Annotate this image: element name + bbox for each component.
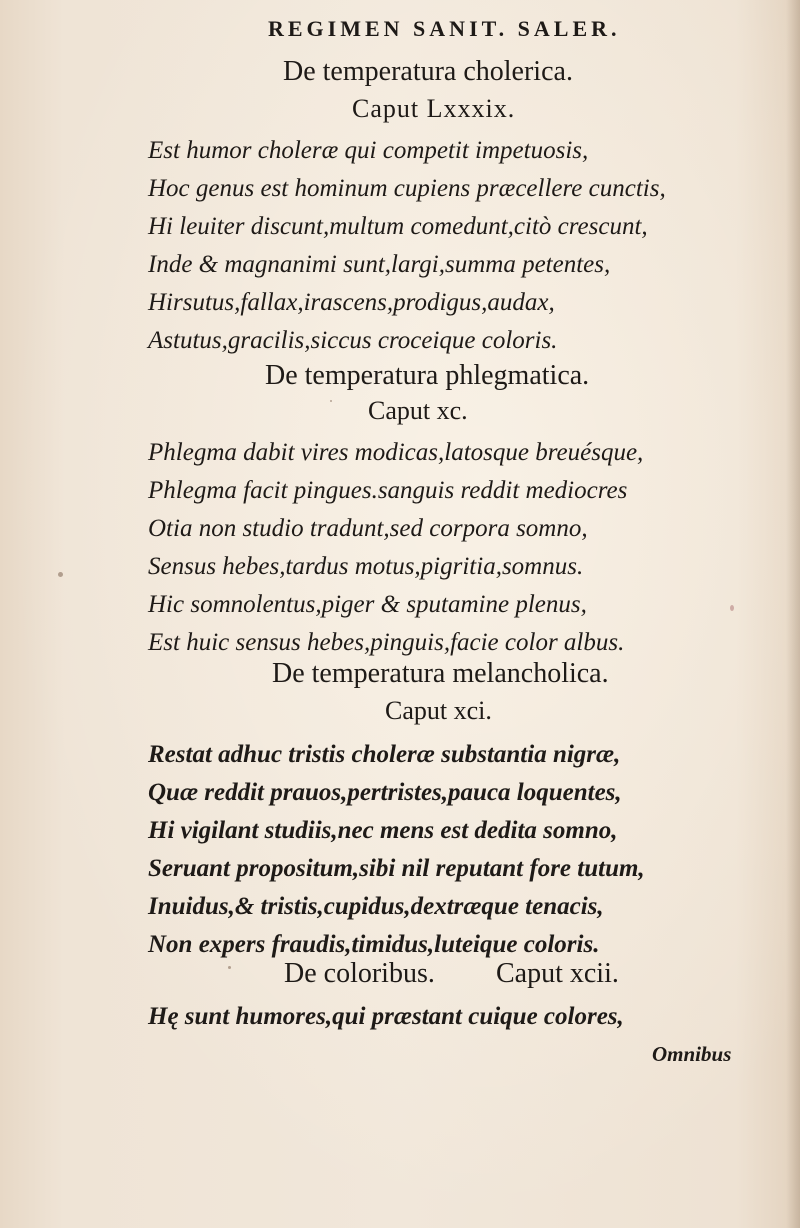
paper-speck	[58, 572, 63, 577]
verse-line: Hi leuiter discunt,multum comedunt,citò crescunt,	[148, 213, 648, 240]
verse-line: Inuidus,& tristis,cupidus,dextræque tenacis,	[148, 893, 604, 920]
verse-line: Non expers fraudis,timidus,luteique coloris.	[148, 931, 600, 958]
verse-line: Hoc genus est hominum cupiens præcellere cunctis,	[148, 175, 666, 202]
section-title-melancholica: De temperatura melancholica.	[272, 658, 609, 689]
caput-heading-xci: Caput xci.	[385, 696, 492, 725]
section-title-coloribus: De coloribus.	[284, 958, 435, 989]
verse-line: Inde & magnanimi sunt,largi,summa petentes,	[148, 251, 611, 278]
verse-line: Hi vigilant studiis,nec mens est dedita somno,	[148, 817, 618, 844]
caput-heading-xc: Caput xc.	[368, 396, 468, 425]
verse-line: Hirsutus,fallax,irascens,prodigus,audax,	[148, 289, 555, 316]
verse-line: Sensus hebes,tardus motus,pigritia,somnus.	[148, 553, 584, 580]
verse-line: Restat adhuc tristis choleræ substantia nigræ,	[148, 741, 621, 768]
verse-line: Quæ reddit prauos,pertristes,pauca loquentes,	[148, 779, 622, 806]
running-head: REGIMEN SANIT. SALER.	[268, 16, 621, 41]
verse-line: Hę sunt humores,qui præstant cuique colores,	[148, 1003, 624, 1030]
section-title-phlegmatica: De temperatura phlegmatica.	[265, 360, 590, 391]
caput-heading-lxxxix: Caput Lxxxix.	[352, 94, 516, 123]
paper-speck	[330, 400, 332, 402]
paper-speck	[730, 605, 734, 611]
verse-line: Seruant propositum,sibi nil reputant fore tutum,	[148, 855, 645, 882]
caput-heading-xcii: Caput xcii.	[496, 958, 619, 989]
verse-line: Phlegma facit pingues.sanguis reddit mediocres	[148, 477, 628, 504]
verse-line: Est humor choleræ qui competit impetuosis,	[148, 137, 589, 164]
verse-line: Otia non studio tradunt,sed corpora somno,	[148, 515, 588, 542]
section-title-cholerica: De temperatura cholerica.	[283, 56, 573, 87]
verse-line: Est huic sensus hebes,pinguis,facie color albus.	[148, 629, 625, 656]
paper-speck	[228, 966, 231, 969]
verse-line: Hic somnolentus,piger & sputamine plenus,	[148, 591, 587, 618]
catchword: Omnibus	[652, 1042, 732, 1066]
verse-line: Phlegma dabit vires modicas,latosque breuésque,	[148, 439, 644, 466]
verse-line: Astutus,gracilis,siccus croceique coloris.	[148, 327, 558, 354]
